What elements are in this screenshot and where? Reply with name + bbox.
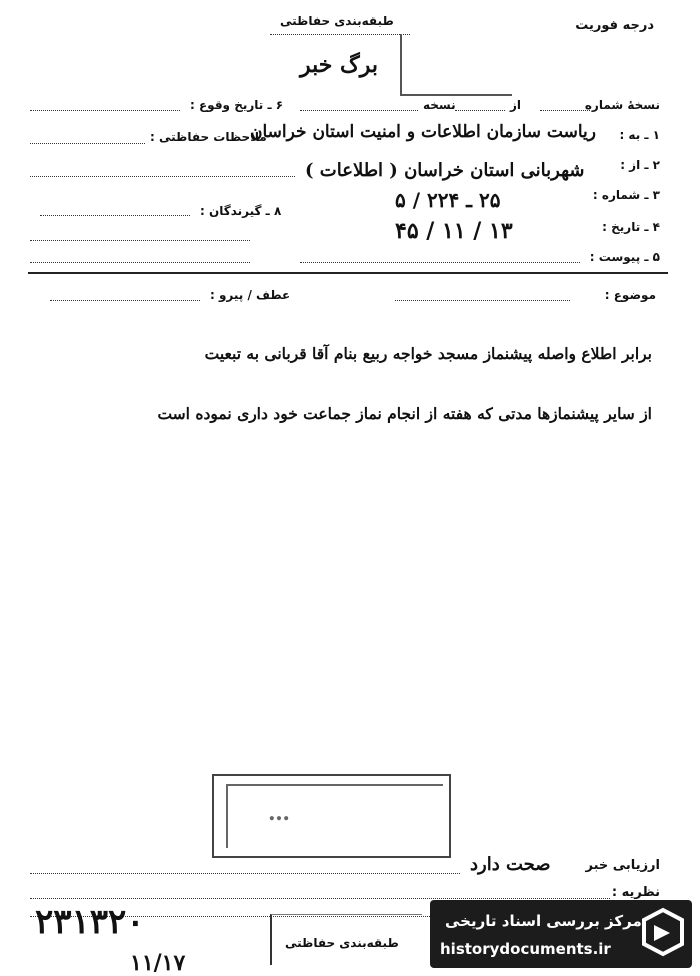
classification-top: طبقه‌بندی حفاظتی bbox=[280, 14, 394, 28]
from-value: شهربانی استان خراسان ( اطلاعات ) bbox=[305, 160, 585, 181]
number-value: ۲۵ ـ ۲۲۴ / ۵ bbox=[395, 188, 501, 212]
number-label: ۳ ـ شماره : bbox=[592, 188, 660, 202]
copy-label: نسخه bbox=[423, 98, 456, 112]
recipients-dots-3 bbox=[30, 262, 250, 263]
evaluation-value: صحت دارد bbox=[470, 854, 551, 875]
attachment-label: ۵ ـ پیوست : bbox=[589, 250, 660, 264]
to-value: ریاست سازمان اطلاعات و امنیت استان خراسان bbox=[250, 122, 596, 142]
evaluation-dots bbox=[30, 873, 460, 874]
urgency-label: درجه فوریت bbox=[575, 18, 654, 33]
body-line-2: از سایر پیشنمازها مدتی که هفته از انجام نماز جماعت خود داری نموده است bbox=[157, 404, 652, 423]
watermark-url: historydocuments.ir bbox=[440, 940, 611, 958]
handwritten-archive-number: ۲۳۱۳۲۰ bbox=[35, 902, 145, 942]
subject-dots bbox=[395, 300, 570, 301]
opinion-dots bbox=[30, 898, 610, 899]
date-value: ۱۳ / ۱۱ / ۴۵ bbox=[395, 218, 513, 244]
opinion-label: نظریه : bbox=[611, 885, 660, 900]
date-label: ۴ ـ تاریخ : bbox=[602, 220, 660, 234]
form-title: برگ خبر bbox=[300, 52, 378, 78]
handwritten-archive-date: ۱۱/۱۷ bbox=[130, 950, 186, 976]
classification-bottom: طبقه‌بندی حفاظتی bbox=[285, 936, 399, 950]
received-stamp-inner bbox=[226, 784, 443, 848]
copy-from-label: از bbox=[510, 98, 522, 112]
from-left-dots bbox=[30, 176, 295, 177]
reference-label: عطف / پیرو : bbox=[210, 288, 291, 302]
watermark-title: مرکز بررسی اسناد تاریخی bbox=[445, 912, 642, 930]
header-divider bbox=[28, 272, 668, 274]
recipients-dots-2 bbox=[30, 240, 250, 241]
protection-note-dots bbox=[30, 143, 145, 144]
item6-dots bbox=[30, 110, 180, 111]
item6-occurrence-date: ۶ ـ تاریخ وقوع : bbox=[190, 98, 284, 112]
body-line-1: برابر اطلاع واصله پیشنماز مسجد خواجه ربیع بنام آقا قربانی به تبعیت bbox=[204, 344, 652, 363]
copy-from-dots bbox=[455, 110, 505, 111]
top-stamp-mark bbox=[400, 34, 512, 96]
subject-label: موضوع : bbox=[604, 288, 656, 302]
from-label: ۲ ـ از : bbox=[620, 158, 660, 172]
recipients-dots bbox=[40, 215, 190, 216]
attachment-dots bbox=[300, 262, 580, 263]
reference-dots bbox=[50, 300, 200, 301]
to-label: ۱ ـ به : bbox=[619, 128, 660, 142]
copy-dots bbox=[300, 110, 418, 111]
classification-top-dots bbox=[270, 34, 410, 35]
protection-note-label: ملاحظات حفاظتی : bbox=[150, 130, 267, 144]
stamp-text: … bbox=[268, 800, 290, 826]
copy-number-dots bbox=[540, 110, 590, 111]
copy-number-label: نسخهٔ شماره bbox=[584, 98, 660, 112]
evaluation-label: ارزیابی خبر bbox=[585, 858, 660, 873]
archive-logo-icon bbox=[640, 907, 686, 957]
recipients-label: ۸ ـ گیرندگان : bbox=[200, 204, 282, 218]
